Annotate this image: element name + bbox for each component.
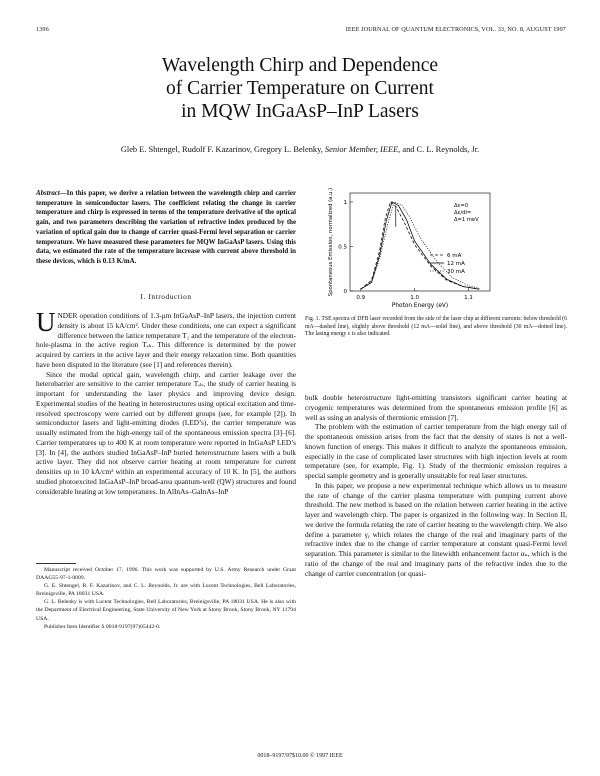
drop-cap: U <box>36 307 56 337</box>
x-tick-label: 1.0 <box>410 295 419 301</box>
y-tick-label: 1 <box>343 199 347 206</box>
title-line-2: of Carrier Temperature on Current <box>166 78 434 99</box>
intro-paragraph-2: Since the modal optical gain, wavelength chirp, and carrier leakage over the heterobarrier are sensitive to the carrier temperature Tₑₕ, the study of carrier heating is important for understanding the laser physics and improving device design. Experimental studies of the heating in heterostructures using optical excitation and time-resolved spectroscopy were carried out by different groups (see, for example [2]). In semiconductor lasers and light-emitting diodes (LED’s), the carrier temperature was usually estimated from the high-energy tail of the spontaneous emission spectra [3]–[6]. Carrier temperatures up to 400 K at room temperature were reported in InGaAsP LED’s [3]. In [4], the authors studied InGaAsP–InP buried heterostructure lasers with a bulk active layer. They did not observe carrier heating at room temperature for current densities up to 10 kA/cm² within an experimental accuracy of 10 K. In [5], the authors studied photoexcited InGaAsP–InP broad-area quantum-well (QW) structures and found considerable heating at low temperatures. In AlInAs–GaInAs–InP <box>36 369 296 496</box>
footnote-received: Manuscript received October 17, 1996. This work was supported by U.S. Army Research under Grant DAAG55-97-1-0009. <box>36 567 296 582</box>
inset-label: Δε=0 <box>454 203 468 209</box>
abstract-label: Abstract— <box>36 190 67 197</box>
footnote-rule <box>36 563 76 564</box>
right-paragraph-3: In this paper, we propose a new experimental technique which allows us to measure the rate of change of the carrier plasma temperature with pumping current above threshold. The new method is based on the relation between carrier heating in the active layer and wavelength chirp. The paper is organized in the following way. In Section II, we derive the formula relating the rate of carrier heating to the wavelength chirp. We also define a parameter γᵧ which relates the change of the real and imaginary parts of the refractive index due to the change of carrier temperature at constant quasi-Fermi level separation. This parameter is similar to the linewidth enhancement factor αₙ, which is the ratio of the change of the real and imaginary parts of the refractive index due to the change of carrier concentration (or quasi- <box>305 480 567 578</box>
abstract-text: In this paper, we derive a relation between the wavelength chirp and carrier temperature in semiconductor lasers. The coefficient relating the change in carrier temperature and chirp is expressed in terms of the temperature derivative of the optical gain, and two parameters describing the variation of refractive index produced by the variation of optical gain due to change of carrier quasi-Fermi level separation or carrier temperature. We have measured these parameters for MQW InGaAsP lasers. Using this data, we estimated the rate of the temperature increase with current above threshold in these devices, which is 0.13 K/mA. <box>36 190 296 265</box>
running-head: IEEE JOURNAL OF QUANTUM ELECTRONICS, VOL. 33, NO. 8, AUGUST 1997 <box>345 26 566 33</box>
title-line-3: in MQW InGaAsP–InP Lasers <box>181 101 419 122</box>
copyright-footer: 0018–9197/97$10.00 © 1997 IEEE <box>257 753 343 759</box>
right-paragraph-2: The problem with the estimation of carrier temperature from the high energy tail of the spontaneous emission arises from the fact that the density of states is not a well-known function of energy. This makes it difficult to analyze the spontaneous emission, especially in the case of complicated laser structures with high injection levels at room temperature (see, for example, Fig. 1). Study of the thermionic emission requires a special sample geometry and is generally unsuitable for real laser structures. <box>305 422 567 480</box>
y-tick-label: 0.5 <box>338 244 347 251</box>
page-number: 1396 <box>36 26 49 33</box>
footnote-affiliation-1: G. E. Shtengel, R. F. Kazarinov, and C. L. Reynolds, Jr. are with Lucent Technologies, Bell Laboratories, Breinigsville, PA 18031 USA. <box>36 583 296 598</box>
intro-left-column <box>36 307 296 496</box>
inset-label: Δε/dI= <box>454 210 472 216</box>
x-axis-label: Photon Energy (eV) <box>391 303 449 309</box>
intro-right-column <box>305 393 567 578</box>
footnotes <box>36 566 296 631</box>
section-heading: I. Introduction <box>140 292 192 301</box>
y-axis-label: Spontaneous Emission, normalized (a.u.) <box>328 187 334 297</box>
footnote-affiliation-2: G. L. Belenky is with Lucent Technologies, Bell Laboratories, Breinigsville, PA 18031 USA. He is also with the Department of Electrical Engineering, State University of New York at Stony Brook, Stony Brook, NY 11794 USA. <box>36 599 296 622</box>
plot-frame <box>350 193 490 291</box>
figure-1-chart <box>312 183 502 313</box>
legend-label: 30 mA <box>447 269 465 275</box>
abstract <box>36 189 296 267</box>
intro-paragraph-1 <box>36 307 296 370</box>
author-names-last: and C. L. Reynolds, Jr. <box>402 145 480 154</box>
paper-title <box>0 54 600 123</box>
y-tick-label: 0 <box>343 289 347 295</box>
legend-label: 6 mA <box>447 253 462 259</box>
intro-p1-text: NDER operation conditions of 1.3-μm InGaAsP–InP lasers, the injection current density is about 15 kA/cm². Under these conditions, one can expect a significant difference between the lattice temperature T₁ and the temperature of the electron-hole-plasma in the active region Tₑₕ. This difference is determined by the power acquired by carriers in the active layer and their energy relaxation time. Both quantities have been disputed in the literature (see [1] and references therein). <box>36 311 296 369</box>
author-names: Gleb E. Shtengel, Rudolf F. Kazarinov, Gregory L. Belenky, <box>120 145 323 154</box>
x-tick-label: 1.1 <box>464 295 473 301</box>
author-list <box>0 145 600 154</box>
member-grade: Senior Member, IEEE, <box>324 145 401 154</box>
title-line-1: Wavelength Chirp and Dependence <box>161 55 439 76</box>
figure-caption: Fig. 1. TSE spectra of DFB laser recorded from the side of the laser chip at different currents: below threshold (6 mA—dashed line), slightly above threshold (12 mA—solid line), and above threshold (30 mA—dotted line). The lasing energy ε is also indicated. <box>305 316 567 338</box>
footnote-identifier: Publisher Item Identifier S 0018-9197(97)05442-0. <box>44 623 161 630</box>
legend-label: 12 mA <box>447 261 465 267</box>
inset-label: Δ=1 meV <box>454 217 479 223</box>
right-paragraph-1: bulk double heterostructure light-emitting transistors significant carrier heating at cryogenic temperatures was determined from the spontaneous emission profile [6] as well as using an analysis of thermionic emission [7]. <box>305 393 567 422</box>
x-tick-label: 0.9 <box>356 295 366 301</box>
